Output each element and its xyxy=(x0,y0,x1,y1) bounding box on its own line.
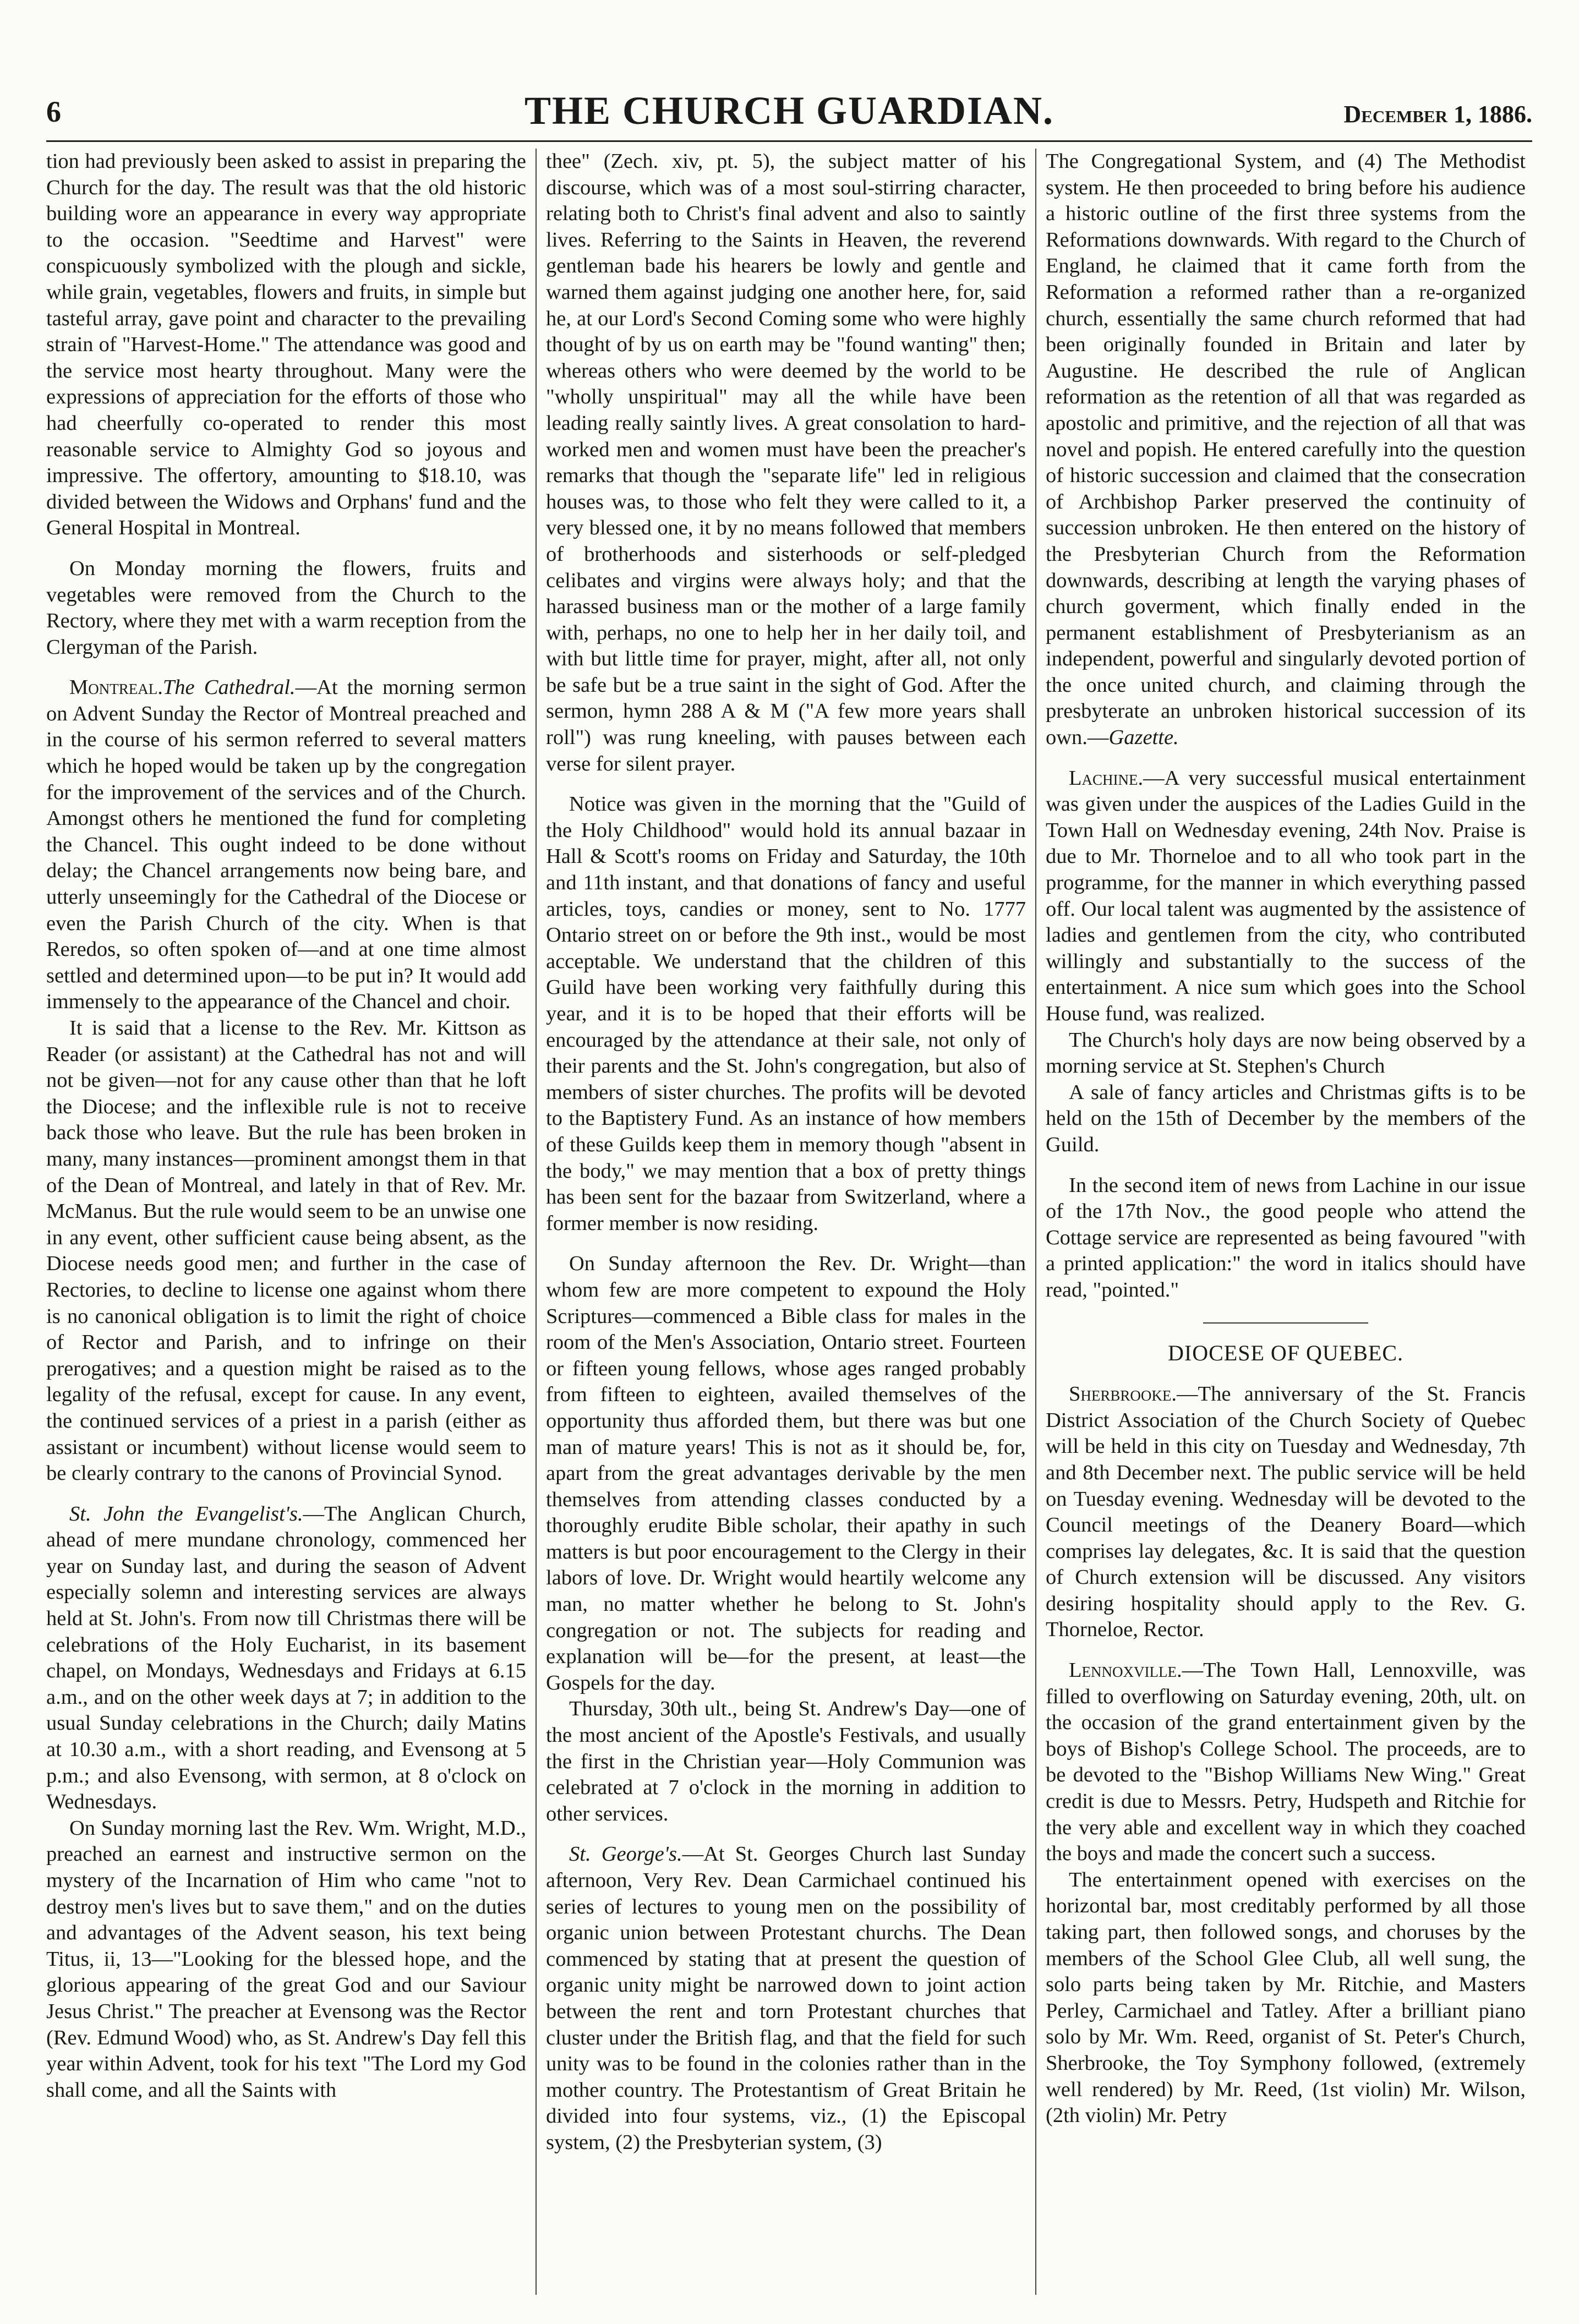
section-subtitle: St. George's. xyxy=(569,1842,682,1866)
article-paragraph: A sale of fancy articles and Christmas gifts is to be held on the 15th of December by the members of the Guild. xyxy=(1046,1080,1526,1156)
article-paragraph xyxy=(46,1501,526,1816)
article-paragraph: On Monday morning the flowers, fruits and vegetables were removed from the Church to the Rectory, where they met with a warm reception from the Clergyman of the Parish. xyxy=(46,556,526,659)
section-lead: Lachine. xyxy=(1069,766,1144,790)
section-lead: Montreal. xyxy=(69,676,163,699)
page-number: 6 xyxy=(46,95,61,128)
article-paragraph: On Sunday afternoon the Rev. Dr. Wright—than whom few are more competent to expound the Holy Scriptures—commenced a Bible class for males in the room of the Men's Association, Ontario street. Fourteen or fifteen young fellows, whose ages ranged probably from fifteen to eighteen, availed themselves of the opportunity thus afforded them, but there was but one man of mature years! This is not as it should be, for, apart from the great advantages derivable by the men themselves from attending classes conducted by a thoroughly erudite Bible scholar, their apathy in such matters is but poor encouragement to the Clergy in their labors of love. Dr. Wright would heartily welcome any man, no matter whether he belong to St. John's congregation or not. The subjects for reading and explanation will be—for the present, at least—the Gospels for the day. xyxy=(546,1252,1026,1694)
article-paragraph xyxy=(1046,1658,1526,1867)
paragraph-text: —The anniversary of the St. Francis District Association of the Church Society of Quebec will be held in this city on Tuesday and Wednesday, 7th and 8th December next. The public service will be held on Tuesday evening. Wednesday will be devoted to the Council meetings of the Deanery Board—which comprises lay delegates, &c. It is said that the question of Church extension will be discussed. Any visitors desiring hospitality should apply to the Rev. G. Thorneloe, Rector. xyxy=(1046,1382,1526,1642)
section-rule xyxy=(1203,1322,1368,1324)
paragraph-text: —The Anglican Church, ahead of mere mundane chronology, commenced her year on Sunday last, and during the season of Advent especially solemn and interesting services are always held at St. John's. From now till Christmas there will be celebrations of the Holy Eucharist, in its basement chapel, on Mondays, Wednesdays and Fridays at 6.15 a.m., and on the other week days at 7; in addition to the usual Sunday celebrations in the Church; daily Matins at 10.30 a.m., with a short reading, and Evensong at 5 p.m.; and also Evensong, with sermon, at 8 o'clock on Wednesdays. xyxy=(46,1502,526,1814)
article-paragraph xyxy=(546,1841,1026,2156)
section-heading: DIOCESE OF QUEBEC. xyxy=(1167,1340,1404,1365)
column-divider xyxy=(1035,149,1036,2295)
column-2 xyxy=(546,149,1026,2306)
column-1 xyxy=(46,149,526,2306)
section-subtitle: St. John the Evangelist's. xyxy=(69,1502,303,1525)
article-paragraph: In the second item of news from Lachine in our issue of the 17th Nov., the good people who attend the Cottage service are represented as being favoured "with a printed application:" the word in italics should have read, "pointed." xyxy=(1046,1173,1526,1302)
page-header xyxy=(46,88,1532,142)
source-credit: Gazette. xyxy=(1108,726,1179,750)
article-paragraph: thee" (Zech. xiv, pt. 5), the subject matter of his discourse, which was of a most soul-stirring character, relating both to Christ's final advent and also to saintly lives. Referring to the Saints in Heaven, the reverend gentleman bade his hearers be lowly and gentle and warned them against judging one another here, for, said he, at our Lord's Second Coming some who were highly thought of by us on earth may be "found wanting" then; whereas others who were deemed by the world to be "wholly unspiritual" may all the while have been leading really saintly lives. A great consolation to hard-worked men and women must have been the preacher's remarks that though the "separate life" led in religious houses was, to those who felt they were called to it, a very blessed one, it by no means followed that members of brotherhoods and sisterhoods or self-pledged celibates and virgins were always holy; and that the harassed business man or the mother of a large family with, perhaps, no one to help her in her daily toil, and with but little time for prayer, might, after all, not only be safe but be a true saint in the sight of God. After the sermon, hymn 288 A & M ("A few more years shall roll") was rung kneeling, with pauses between each verse for silent prayer. xyxy=(546,150,1026,775)
article-paragraph xyxy=(1046,765,1526,1027)
section-lead: Sherbrooke. xyxy=(1069,1382,1177,1406)
column-3 xyxy=(1046,149,1526,2306)
article-paragraph: tion had previously been asked to assist in preparing the Church for the day. The result was that the old historic building wore an appearance in every way appropriate to the occasion. "Seedtime and Harvest" were conspicuously symbolized with the plough and sickle, while grain, vegetables, flowers and fruits, in simple but tasteful array, gave point and character to the prevailing strain of "Harvest-Home." The attendance was good and the service most hearty throughout. Many were the expressions of appreciation for the efforts of those who had cheerfully co-operated to render this most reasonable service to Almighty God so joyous and impressive. The offertory, amounting to $18.10, was divided between the Widows and Orphans' fund and the General Hospital in Montreal. xyxy=(46,150,526,540)
column-divider xyxy=(536,149,537,2295)
paragraph-text: —At the morning sermon on Advent Sunday the Rector of Montreal preached and in the course of his sermon referred to several matters which he hoped would be taken up by the congregation for the improvement of the services and of the Church. Amongst others he mentioned the fund for completing the Chancel. This ought indeed to be done without delay; the Chancel arrangements now being bare, and utterly unseemingly for the Cathedral of the Diocese or even the Parish Church of the city. When is that Reredos, so often spoken of—and at one time almost settled and determined upon—to be put in? It would add immensely to the appearance of the Chancel and choir. xyxy=(46,676,526,1014)
article-paragraph: Notice was given in the morning that the "Guild of the Holy Childhood" would hold its annual bazaar in Hall & Scott's rooms on Friday and Saturday, the 10th and 11th instant, and that donations of fancy and useful articles, toys, candies or money, sent to No. 1777 Ontario street on or before the 9th inst., would be most acceptable. We understand that the children of this Guild have been working very faithfully during this year, and it is to be hoped that their efforts will be encouraged by the attendance at their sale, not only of their parents and the St. John's congregation, but also of members of sister churches. The profits will be devoted to the Baptistery Fund. As an instance of how members of these Guilds keep them in memory though "absent in the body," we may mention that a box of pretty things has been sent for the bazaar from Switzerland, where a former member is now residing. xyxy=(546,792,1026,1235)
masthead-title: THE CHURCH GUARDIAN. xyxy=(524,89,1055,133)
article-paragraph: The entertainment opened with exercises on the horizontal bar, most creditably performed by all those taking part, then followed songs, and choruses by the members of the School Glee Club, all well sung, the solo parts being taken by Mr. Ritchie, and Masters Perley, Carmichael and Tatley. After a brilliant piano solo by Mr. Wm. Reed, organist of St. Peter's Church, Sherbrooke, the Toy Symphony followed, (extremely well rendered) by Mr. Reed, (1st violin) Mr. Wilson, (2th violin) Mr. Petry xyxy=(1046,1868,1526,2128)
paragraph-text: The Congregational System, and (4) The Methodist system. He then proceeded to bring before his audience a historic outline of the first three systems from the Reformations downwards. With regard to the Church of England, he claimed that it came forth from the Reformation a reformed rather than a re-organized church, essentially the same church reformed that had been originally founded in Britain and later by Augustine. He described the rule of Anglican reformation as the retention of all that was regarded as apostolic and primitive, and the rejection of all that was novel and popish. He entered carefully into the question of historic succession and claimed that the consecration of Archbishop Parker preserved the continuity of succession unbroken. He then entered on the history of the Presbyterian Church from the Reformation downwards, describing at length the varying phases of church goverment, which finally ended in the permanent establishment of Presbyterianism as an independent, powerful and singularly devoted portion of the once united church, and claiming through the presbyterate an unbroken historical succession of its own.— xyxy=(1046,150,1526,750)
issue-date: December 1, 1886. xyxy=(1343,101,1532,128)
article-paragraph: On Sunday morning last the Rev. Wm. Wright, M.D., preached an earnest and instructive sermon on the mystery of the Incarnation of Him who came "not to destroy men's lives but to save them," and on the duties and advantages of the Advent season, his text being Titus, ii, 13—"Looking for the blessed hope, and the glorious appearing of the great God and our Saviour Jesus Christ." The preacher at Evensong was the Rector (Rev. Edmund Wood) who, as St. Andrew's Day fell this year within Advent, took for his text "The Lord my God shall come, and all the Saints with xyxy=(46,1816,526,2102)
section-lead: Lennoxville. xyxy=(1069,1659,1182,1682)
article-paragraph: The Church's holy days are now being observed by a morning service at St. Stephen's Church xyxy=(1046,1028,1526,1078)
article-paragraph: It is said that a license to the Rev. Mr. Kittson as Reader (or assistant) at the Cathedral has not and will not be given—not for any cause other than that he loft the Diocese; and the inflexible rule is not to receive back those who leave. But the rule has been broken in many, many instances—prominent amongst them in that of the Dean of Montreal, and lately in that of Rev. Mr. McManus. But the rule would seem to be an unwise one in any event, other sufficient cause being absent, as the Diocese needs good men; and further in the case of Rectories, to decline to license one against whom there is no canonical obligation is to limit the right of choice of Rector and Parish, and to infringe on their prerogatives; and a question might be raised as to the legality of the refusal, except for cause. In any event, the continued services of a priest in a parish (either as assistant or incumbent) without license would seem to be clearly contrary to the canons of Provincial Synod. xyxy=(46,1016,526,1485)
paragraph-text: —The Town Hall, Lennoxville, was filled to overflowing on Saturday evening, 20th, ult. on the occasion of the grand entertainment given by the boys of Bishop's College School. The proceeds, are to be devoted to the "Bishop Williams New Wing." Great credit is due to Messrs. Petry, Hudspeth and Ritchie for the very able and excellent way in which they coached the boys and made the concert such a success. xyxy=(1046,1659,1526,1866)
article-paragraph xyxy=(46,675,526,1015)
paragraph-text: —At St. Georges Church last Sunday afternoon, Very Rev. Dean Carmichael continued his series of lectures to young men on the possibility of organic union between Protestant churchs. The Dean commenced by stating that at present the question of organic unity might be narrowed down to joint action between the rent and torn Protestant churches that cluster under the British flag, and that the field for such unity was to be found in the colonies rather than in the mother country. The Protestantism of Great Britain he divided into four systems, viz., (1) the Episcopal system, (2) the Presbyterian system, (3) xyxy=(546,1842,1026,2154)
article-paragraph xyxy=(1046,149,1526,751)
paragraph-text: —A very successful musical entertainment was given under the auspices of the Ladies Guild in the Town Hall on Wednesday evening, 24th Nov. Praise is due to Mr. Thorneloe and to all who took part in the programme, for the manner in which everything passed off. Our local talent was augmented by the assistence of ladies and gentlemen from the city, who contributed willingly and substantially to the success of the entertainment. A nice sum which goes into the School House fund, was realized. xyxy=(1046,766,1526,1025)
article-paragraph xyxy=(1046,1381,1526,1643)
section-subtitle: The Cathedral. xyxy=(162,676,296,699)
article-paragraph: Thursday, 30th ult., being St. Andrew's Day—one of the most ancient of the Apostle's Festivals, and usually the first in the Christian year—Holy Communion was celebrated at 7 o'clock in the morning in addition to other services. xyxy=(546,1697,1026,1825)
